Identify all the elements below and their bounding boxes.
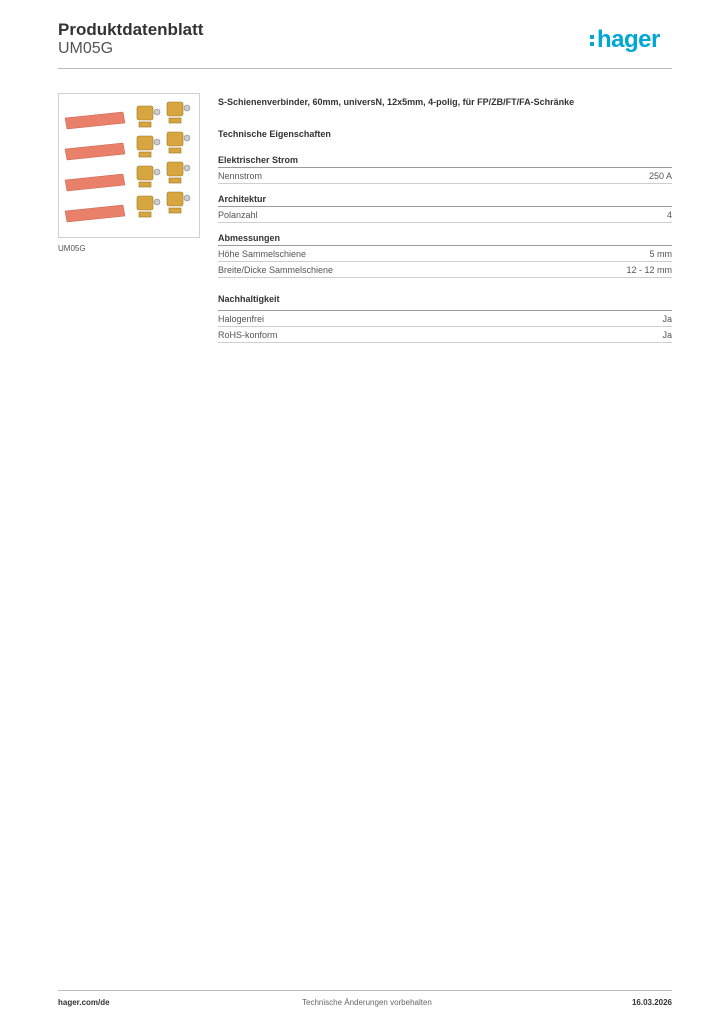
copper-bars [65,112,125,222]
spec-row [218,262,672,278]
busbar-connector-image [59,94,199,237]
group-sustainability [218,294,672,343]
clamp [137,166,160,187]
specs-content [218,97,672,353]
hager-logo [590,26,660,54]
spec-value: 5 mm [649,249,672,259]
footer-divider [58,990,672,991]
spec-value: 12 - 12 mm [626,265,672,275]
spec-label: Breite/Dicke Sammelschiene [218,265,334,275]
group-electrical [218,155,672,184]
group-title: Nachhaltigkeit [218,294,280,304]
group-dimensions [218,233,672,278]
logo-dots-icon [590,35,595,49]
copper-bar [65,205,125,222]
clamp [137,196,160,217]
group-title: Architektur [218,194,672,207]
header-divider [58,68,672,69]
copper-bar [65,143,125,160]
spec-row [218,246,672,262]
footer-date: 16.03.2026 [631,998,672,1007]
spec-row [218,327,672,343]
spec-row [218,168,672,184]
clamps [137,102,190,217]
logo-text: hager [597,26,660,53]
section-heading: Technische Eigenschaften [218,129,331,139]
spec-label: Polanzahl [218,210,258,220]
spec-label: Nennstrom [218,171,263,181]
clamp [167,192,190,213]
spec-value: Ja [662,314,672,324]
footer-disclaimer: Technische Änderungen vorbehalten [302,998,432,1007]
spec-row [218,207,672,223]
product-image [58,93,200,238]
clamp [137,136,160,157]
image-caption: UM05G [58,244,86,253]
footer-website-link[interactable]: hager.com/de [58,998,110,1007]
clamp [167,102,190,123]
spec-label: RoHS-konform [218,330,278,340]
product-description: S-Schienenverbinder, 60mm, universN, 12x5mm, 4-polig, für FP/ZB/FT/FA-Schränke [218,97,575,107]
spec-label: Höhe Sammelschiene [218,249,307,259]
group-title: Abmessungen [218,233,672,246]
clamp [167,132,190,153]
spec-value: 250 A [648,171,672,181]
spec-row [218,310,672,327]
clamp [167,162,190,183]
page-title: Produktdatenblatt [58,20,204,39]
spec-label: Halogenfrei [218,314,265,324]
product-code: UM05G [58,40,114,57]
copper-bar [65,174,125,191]
group-architecture [218,194,672,223]
clamp [137,106,160,127]
copper-bar [65,112,125,129]
spec-value: 4 [666,210,672,220]
spec-value: Ja [662,330,672,340]
group-title: Elektrischer Strom [218,155,672,168]
